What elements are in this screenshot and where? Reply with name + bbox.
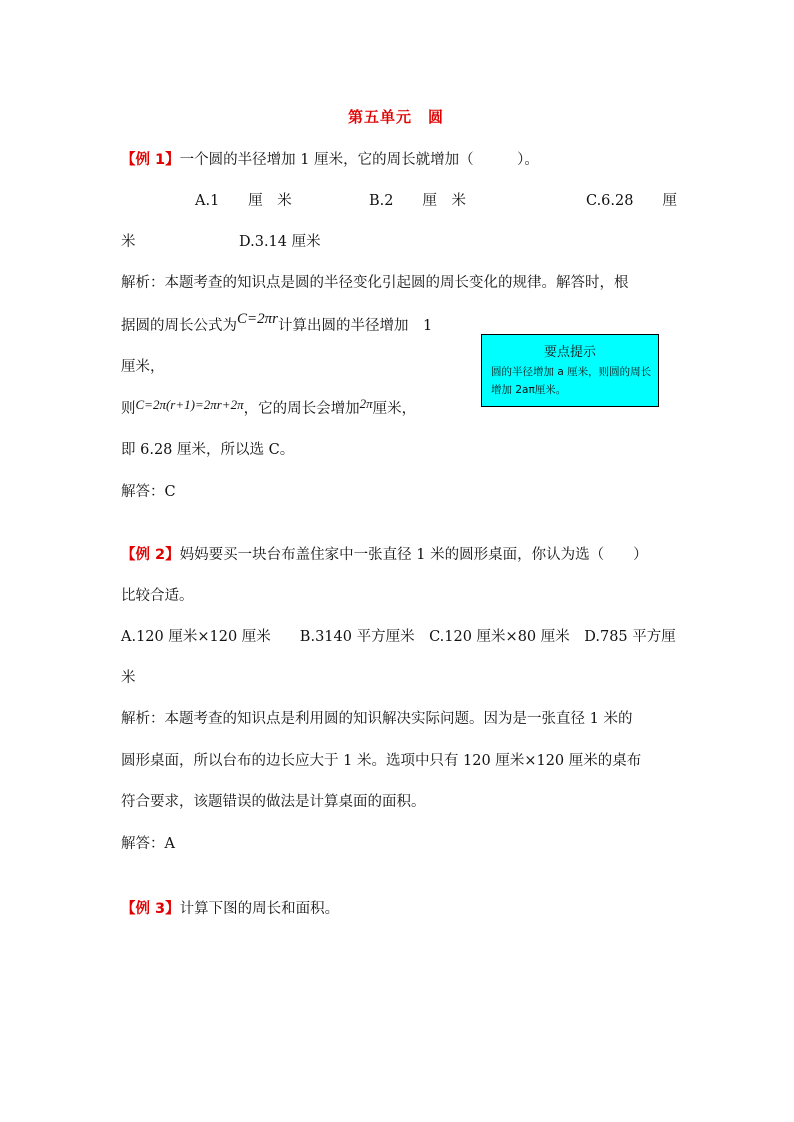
- example-3-question: 计算下图的周长和面积。: [179, 901, 340, 917]
- tip-title: 要点提示: [543, 345, 596, 360]
- analysis-text: 计算出圆的半径增加 1: [277, 318, 433, 334]
- example-3-question-line: [121, 899, 339, 919]
- example-2-question: 妈妈要买一块台布盖住家中一张直径 1 米的圆形桌面，你认为选（ ）: [179, 547, 648, 563]
- example-1-question: 一个圆的半径增加 1 厘米，它的周长就增加（ ）。: [179, 152, 539, 168]
- analysis-text: 厘米，: [372, 401, 417, 417]
- example-2-options-cont: 米: [121, 670, 136, 686]
- key-point-tip-box: [481, 334, 659, 407]
- example-1-question-line: [121, 150, 539, 170]
- example-1-option-c-cont: 米: [121, 234, 136, 250]
- example-1-option-b: B.2 厘 米: [369, 193, 466, 209]
- circumference-formula: C=2πr: [237, 311, 278, 327]
- example-1-answer: 解答：C: [121, 484, 176, 500]
- analysis-text: ，它的周长会增加: [243, 401, 360, 417]
- example-1-tag: 【例 1】: [121, 152, 180, 168]
- example-2-answer: 解答：A: [121, 836, 175, 852]
- example-2-analysis-line-3: 符合要求，该题错误的做法是计算桌面的面积。: [121, 794, 426, 810]
- example-1-analysis-line-2: [121, 311, 433, 336]
- page-title: 第五单元 圆: [348, 108, 445, 126]
- example-2-question-line: [121, 545, 648, 565]
- expanded-formula: C=2π(r+1)=2πr+2π: [135, 397, 244, 412]
- analysis-text: 则: [121, 401, 136, 417]
- increase-formula: 2π: [359, 396, 373, 411]
- example-1-option-d: D.3.14 厘米: [239, 234, 321, 250]
- tip-body: 圆的半径增加 a 厘米，则圆的周长增加 2aπ厘米。: [491, 366, 652, 396]
- example-3-tag: 【例 3】: [121, 901, 180, 917]
- example-1-analysis-line-5: 即 6.28 厘米，所以选 C。: [121, 442, 295, 458]
- example-2-analysis-line-2: 圆形桌面，所以台布的边长应大于 1 米。选项中只有 120 厘米×120 厘米的桌布: [121, 753, 642, 769]
- example-2-tag: 【例 2】: [121, 547, 180, 563]
- example-1-option-a: A.1 厘 米: [195, 193, 292, 209]
- example-1-analysis-line-1: 解析：本题考查的知识点是圆的半径变化引起圆的周长变化的规律。解答时，根: [121, 275, 629, 291]
- example-1-option-c: C.6.28 厘: [586, 193, 677, 209]
- example-1-analysis-line-3: 厘米，: [121, 359, 165, 375]
- example-2-analysis-line-1: 解析：本题考查的知识点是利用圆的知识解决实际问题。因为是一张直径 1 米的: [121, 711, 633, 727]
- analysis-text: 据圆的周长公式为: [121, 318, 237, 334]
- example-2-options: A.120 厘米×120 厘米 B.3140 平方厘米 C.120 厘米×80 厘米 D.785 平方厘: [121, 629, 676, 645]
- example-2-question-cont: 比较合适。: [121, 588, 194, 604]
- example-1-analysis-line-4: [121, 396, 417, 419]
